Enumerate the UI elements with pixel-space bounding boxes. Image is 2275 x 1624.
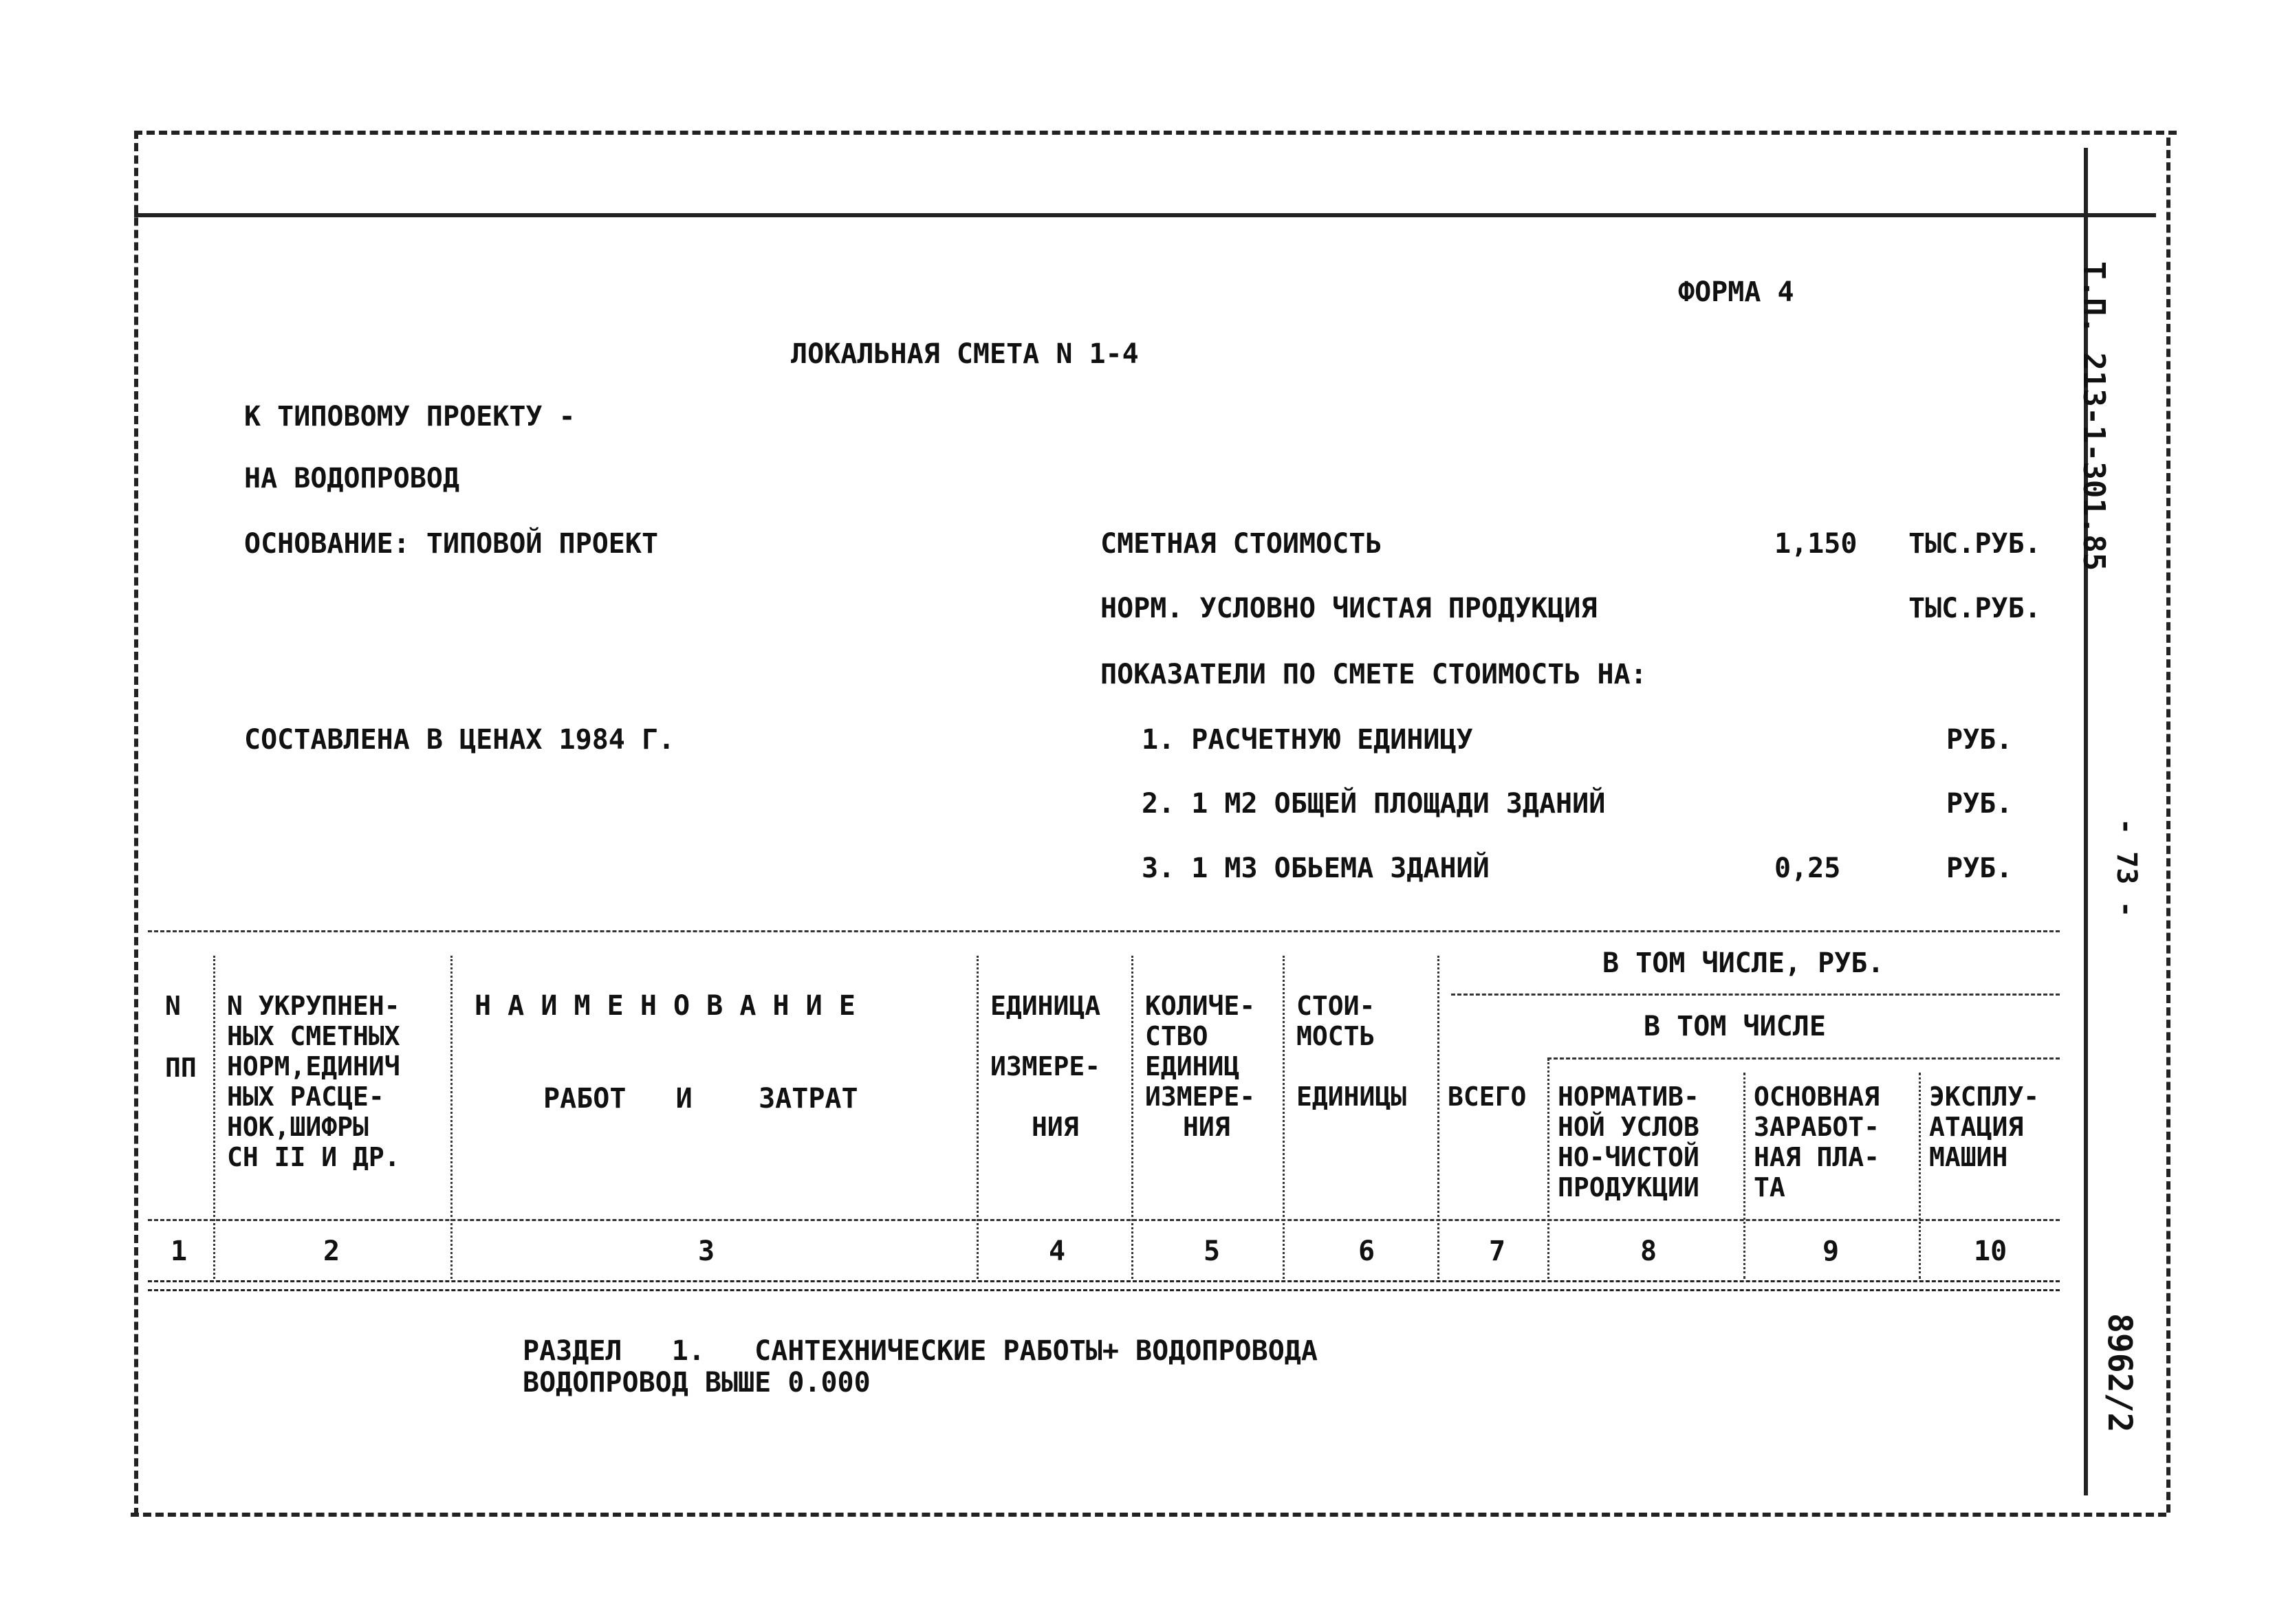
col-sep-6 [1437,956,1439,1279]
col4-header-line1: ЕДИНИЦА [990,991,1101,1021]
col1-header-line2: ПП [165,1053,197,1083]
col5-header-line5: НИЯ [1183,1112,1230,1142]
subgroup-header: В ТОМ ЧИСЛЕ [1644,1011,1826,1042]
col4-header-line3: ИЗМЕРЕ- [990,1051,1101,1082]
group-header: В ТОМ ЧИСЛЕ, РУБ. [1602,947,1884,979]
table-header-bottom-line [148,1219,2060,1221]
col-number-1: 1 [171,1236,188,1267]
cost-label: СМЕТНАЯ СТОИМОСТЬ [1100,528,1382,560]
col3-header-line1: Н А И М Е Н О В А Н И Е [475,990,856,1022]
table-top-line [148,930,2060,932]
col-number-6: 6 [1358,1236,1375,1267]
col2-header-line6: СН II И ДР. [227,1142,400,1172]
col2-header-line5: НОК,ШИФРЫ [227,1112,369,1142]
col6-header-line2: МОСТЬ [1296,1021,1375,1051]
group-divider-line [1451,994,2060,996]
indicator-3-unit: РУБ. [1946,853,2013,884]
col5-header-line4: ИЗМЕРЕ- [1145,1082,1256,1112]
col2-header-line2: НЫХ СМЕТНЫХ [227,1021,400,1051]
prices-line: СОСТАВЛЕНА В ЦЕНАХ 1984 Г. [244,724,675,756]
col-sep-7 [1547,1059,1549,1279]
indicator-1-label: 1. РАСЧЕТНУЮ ЕДИНИЦУ [1142,724,1473,756]
col7-header: ВСЕГО [1448,1082,1527,1112]
col2-header-line1: N УКРУПНЕН- [227,991,400,1021]
col9-header-line1: ОСНОВНАЯ [1754,1082,1880,1112]
col6-header-line1: СТОИ- [1296,991,1375,1021]
indicator-2-unit: РУБ. [1946,788,2013,820]
norm-unit: ТЫС.РУБ. [1908,593,2041,624]
document-title: ЛОКАЛЬНАЯ СМЕТА N 1-4 [791,338,1139,370]
side-code: Т.П. 213-1-301.85 [2076,261,2111,571]
col2-header-line3: НОРМ,ЕДИНИЧ [227,1051,400,1082]
indicators-label: ПОКАЗАТЕЛИ ПО СМЕТЕ СТОИМОСТЬ НА: [1100,659,1647,690]
col10-header-line2: АТАЦИЯ [1929,1112,2024,1142]
side-page-number: - 73 - [2111,818,2142,918]
col10-header-line1: ЭКСПЛУ- [1929,1082,2040,1112]
col-number-8: 8 [1640,1236,1657,1267]
col9-header-line4: ТА [1754,1172,1785,1203]
col-sep-1 [213,956,215,1279]
indicator-2-label: 2. 1 М2 ОБЩЕЙ ПЛОЩАДИ ЗДАНИЙ [1142,788,1606,820]
col-number-7: 7 [1489,1236,1506,1267]
col2-header-line4: НЫХ РАСЦЕ- [227,1082,384,1112]
col-sep-8 [1743,1073,1745,1279]
side-document-number: 8962/2 [2100,1313,2139,1433]
subgroup-divider-line [1547,1057,2060,1060]
col9-header-line3: НАЯ ПЛА- [1754,1142,1880,1172]
indicator-3-value: 0,25 [1774,853,1841,884]
col9-header-line2: ЗАРАБОТ- [1754,1112,1880,1142]
col-sep-3 [977,956,979,1279]
frame-left-border [134,131,138,1516]
col8-header-line2: НОЙ УСЛОВ [1558,1112,1699,1142]
col5-header-line2: СТВО [1145,1021,1208,1051]
indicator-1-unit: РУБ. [1946,724,2013,756]
cost-unit: ТЫС.РУБ. [1908,528,2041,560]
col5-header-line1: КОЛИЧЕ- [1145,991,1256,1021]
col-number-2: 2 [323,1236,340,1267]
col8-header-line1: НОРМАТИВ- [1558,1082,1699,1112]
col-number-4: 4 [1049,1236,1066,1267]
col-sep-9 [1919,1073,1921,1279]
frame-bottom-border [131,1513,2166,1517]
project-line: К ТИПОВОМУ ПРОЕКТУ - [244,401,576,432]
col-sep-2 [450,956,453,1279]
cost-value: 1,150 [1774,528,1858,560]
basis-line: ОСНОВАНИЕ: ТИПОВОЙ ПРОЕКТ [244,528,659,560]
table-number-row-bottom-line [148,1280,2060,1291]
frame-top-border [134,131,2177,135]
col-number-9: 9 [1822,1236,1840,1267]
col8-header-line3: НО-ЧИСТОЙ [1558,1142,1699,1172]
col-sep-5 [1283,956,1285,1279]
col1-header-line1: N [165,991,181,1021]
col5-header-line3: ЕДИНИЦ [1145,1051,1240,1082]
norm-label: НОРМ. УСЛОВНО ЧИСТАЯ ПРОДУКЦИЯ [1100,593,1598,624]
col-number-5: 5 [1204,1236,1221,1267]
frame-header-line [134,213,2156,217]
col10-header-line3: МАШИН [1929,1142,2008,1172]
col-number-10: 10 [1974,1236,2007,1267]
col6-header-line4: ЕДИНИЦЫ [1296,1082,1407,1112]
section-title: РАЗДЕЛ 1. САНТЕХНИЧЕСКИЕ РАБОТЫ+ ВОДОПРОВОДА [523,1335,1318,1367]
col3-header-line2: РАБОТ И ЗАТРАТ [543,1083,858,1115]
col-number-3: 3 [698,1236,715,1267]
frame-right-outer-border [2166,138,2170,1513]
form-label: ФОРМА 4 [1678,276,1794,308]
indicator-3-label: 3. 1 М3 ОБЬЕМА ЗДАНИЙ [1142,853,1490,884]
object-line: НА ВОДОПРОВОД [244,463,460,494]
col-sep-4 [1131,956,1133,1279]
col4-header-line4: НИЯ [1032,1112,1079,1142]
col8-header-line4: ПРОДУКЦИИ [1558,1172,1699,1203]
section-subtitle: ВОДОПРОВОД ВЫШЕ 0.000 [523,1367,871,1398]
